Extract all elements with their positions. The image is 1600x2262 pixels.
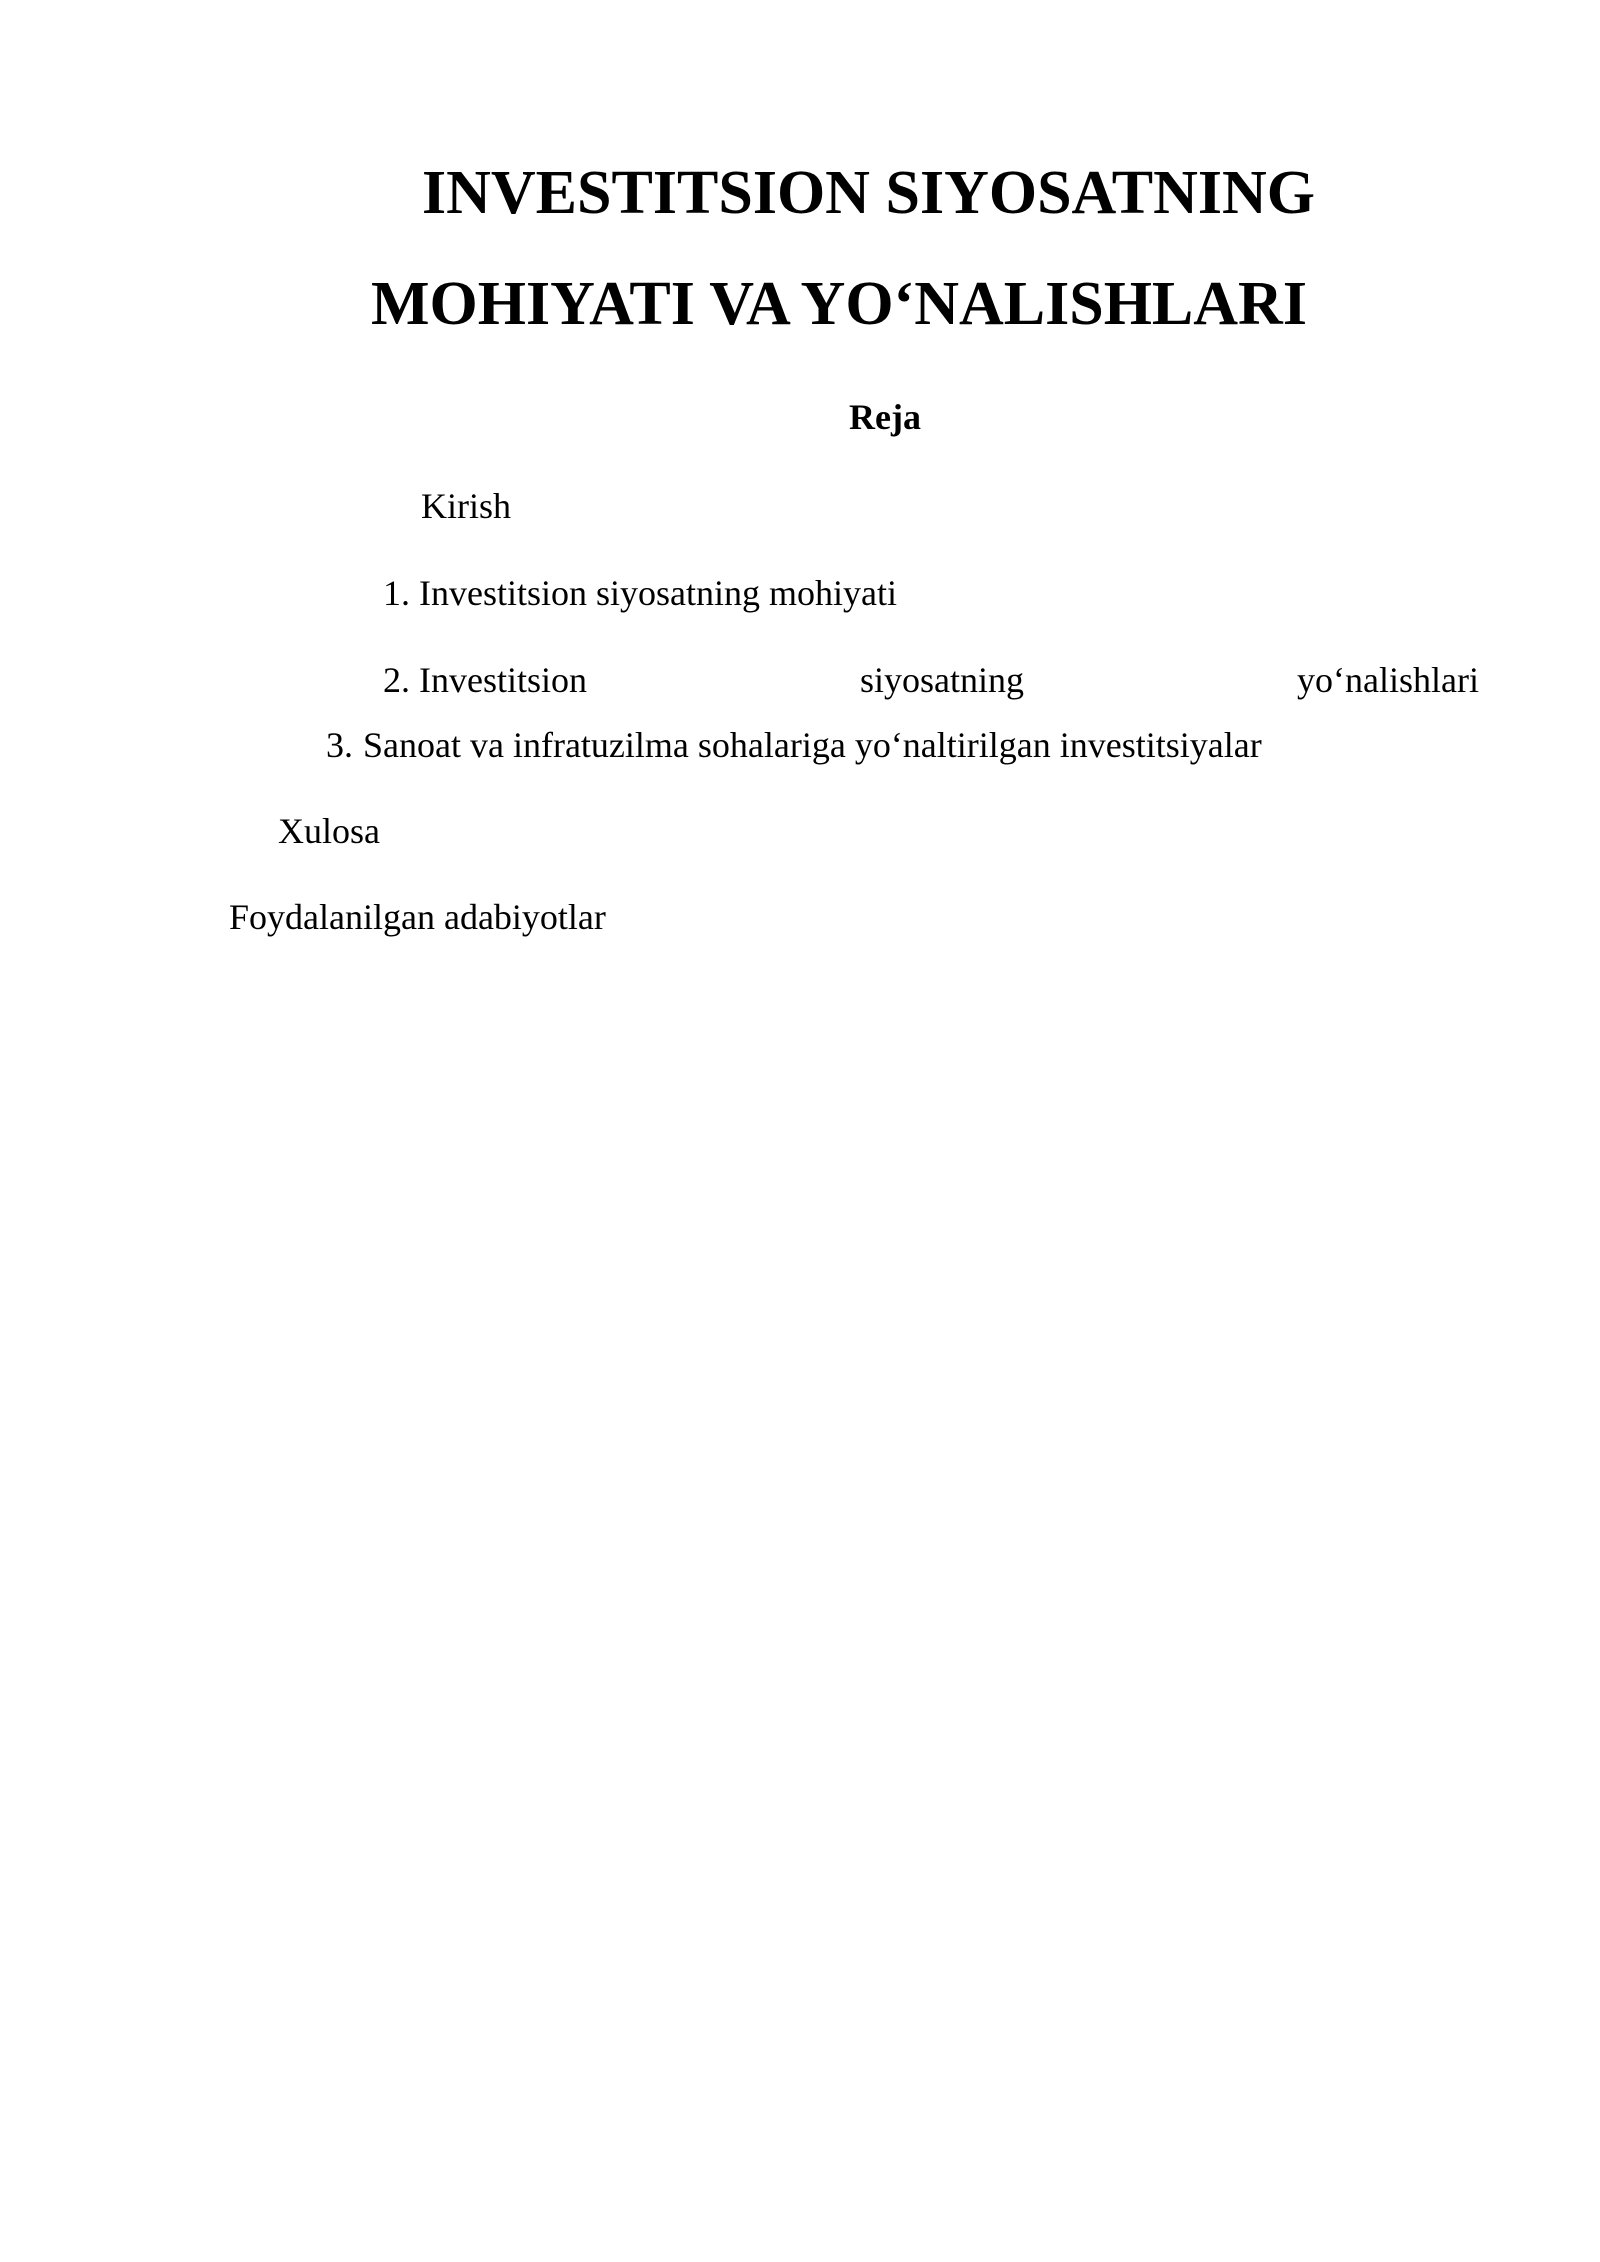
plan-heading: Reja <box>849 397 921 437</box>
plan-item-2-word-1: Investitsion <box>419 660 587 700</box>
plan-item-conclusion: Xulosa <box>278 811 380 851</box>
plan-item-2-word-2: siyosatning <box>860 660 1025 700</box>
document-title-line-1: INVESTITSION SIYOSATNING <box>422 159 1315 227</box>
plan-item-3-number: 3. <box>326 725 353 765</box>
plan-item-1-number: 1. <box>383 573 410 613</box>
plan-item-references: Foydalanilgan adabiyotlar <box>229 897 606 937</box>
document-title-line-2: MOHIYATI VA YO‘NALISHLARI <box>371 270 1307 338</box>
plan-item-2-word-3: yo‘nalishlari <box>1297 660 1479 700</box>
plan-item-2-number: 2. <box>383 660 410 700</box>
plan-item-1-text: Investitsion siyosatning mohiyati <box>419 573 897 613</box>
plan-item-3-text: Sanoat va infratuzilma sohalariga yo‘naltirilgan investitsiyalar <box>363 725 1262 765</box>
plan-item-introduction: Kirish <box>421 486 511 526</box>
